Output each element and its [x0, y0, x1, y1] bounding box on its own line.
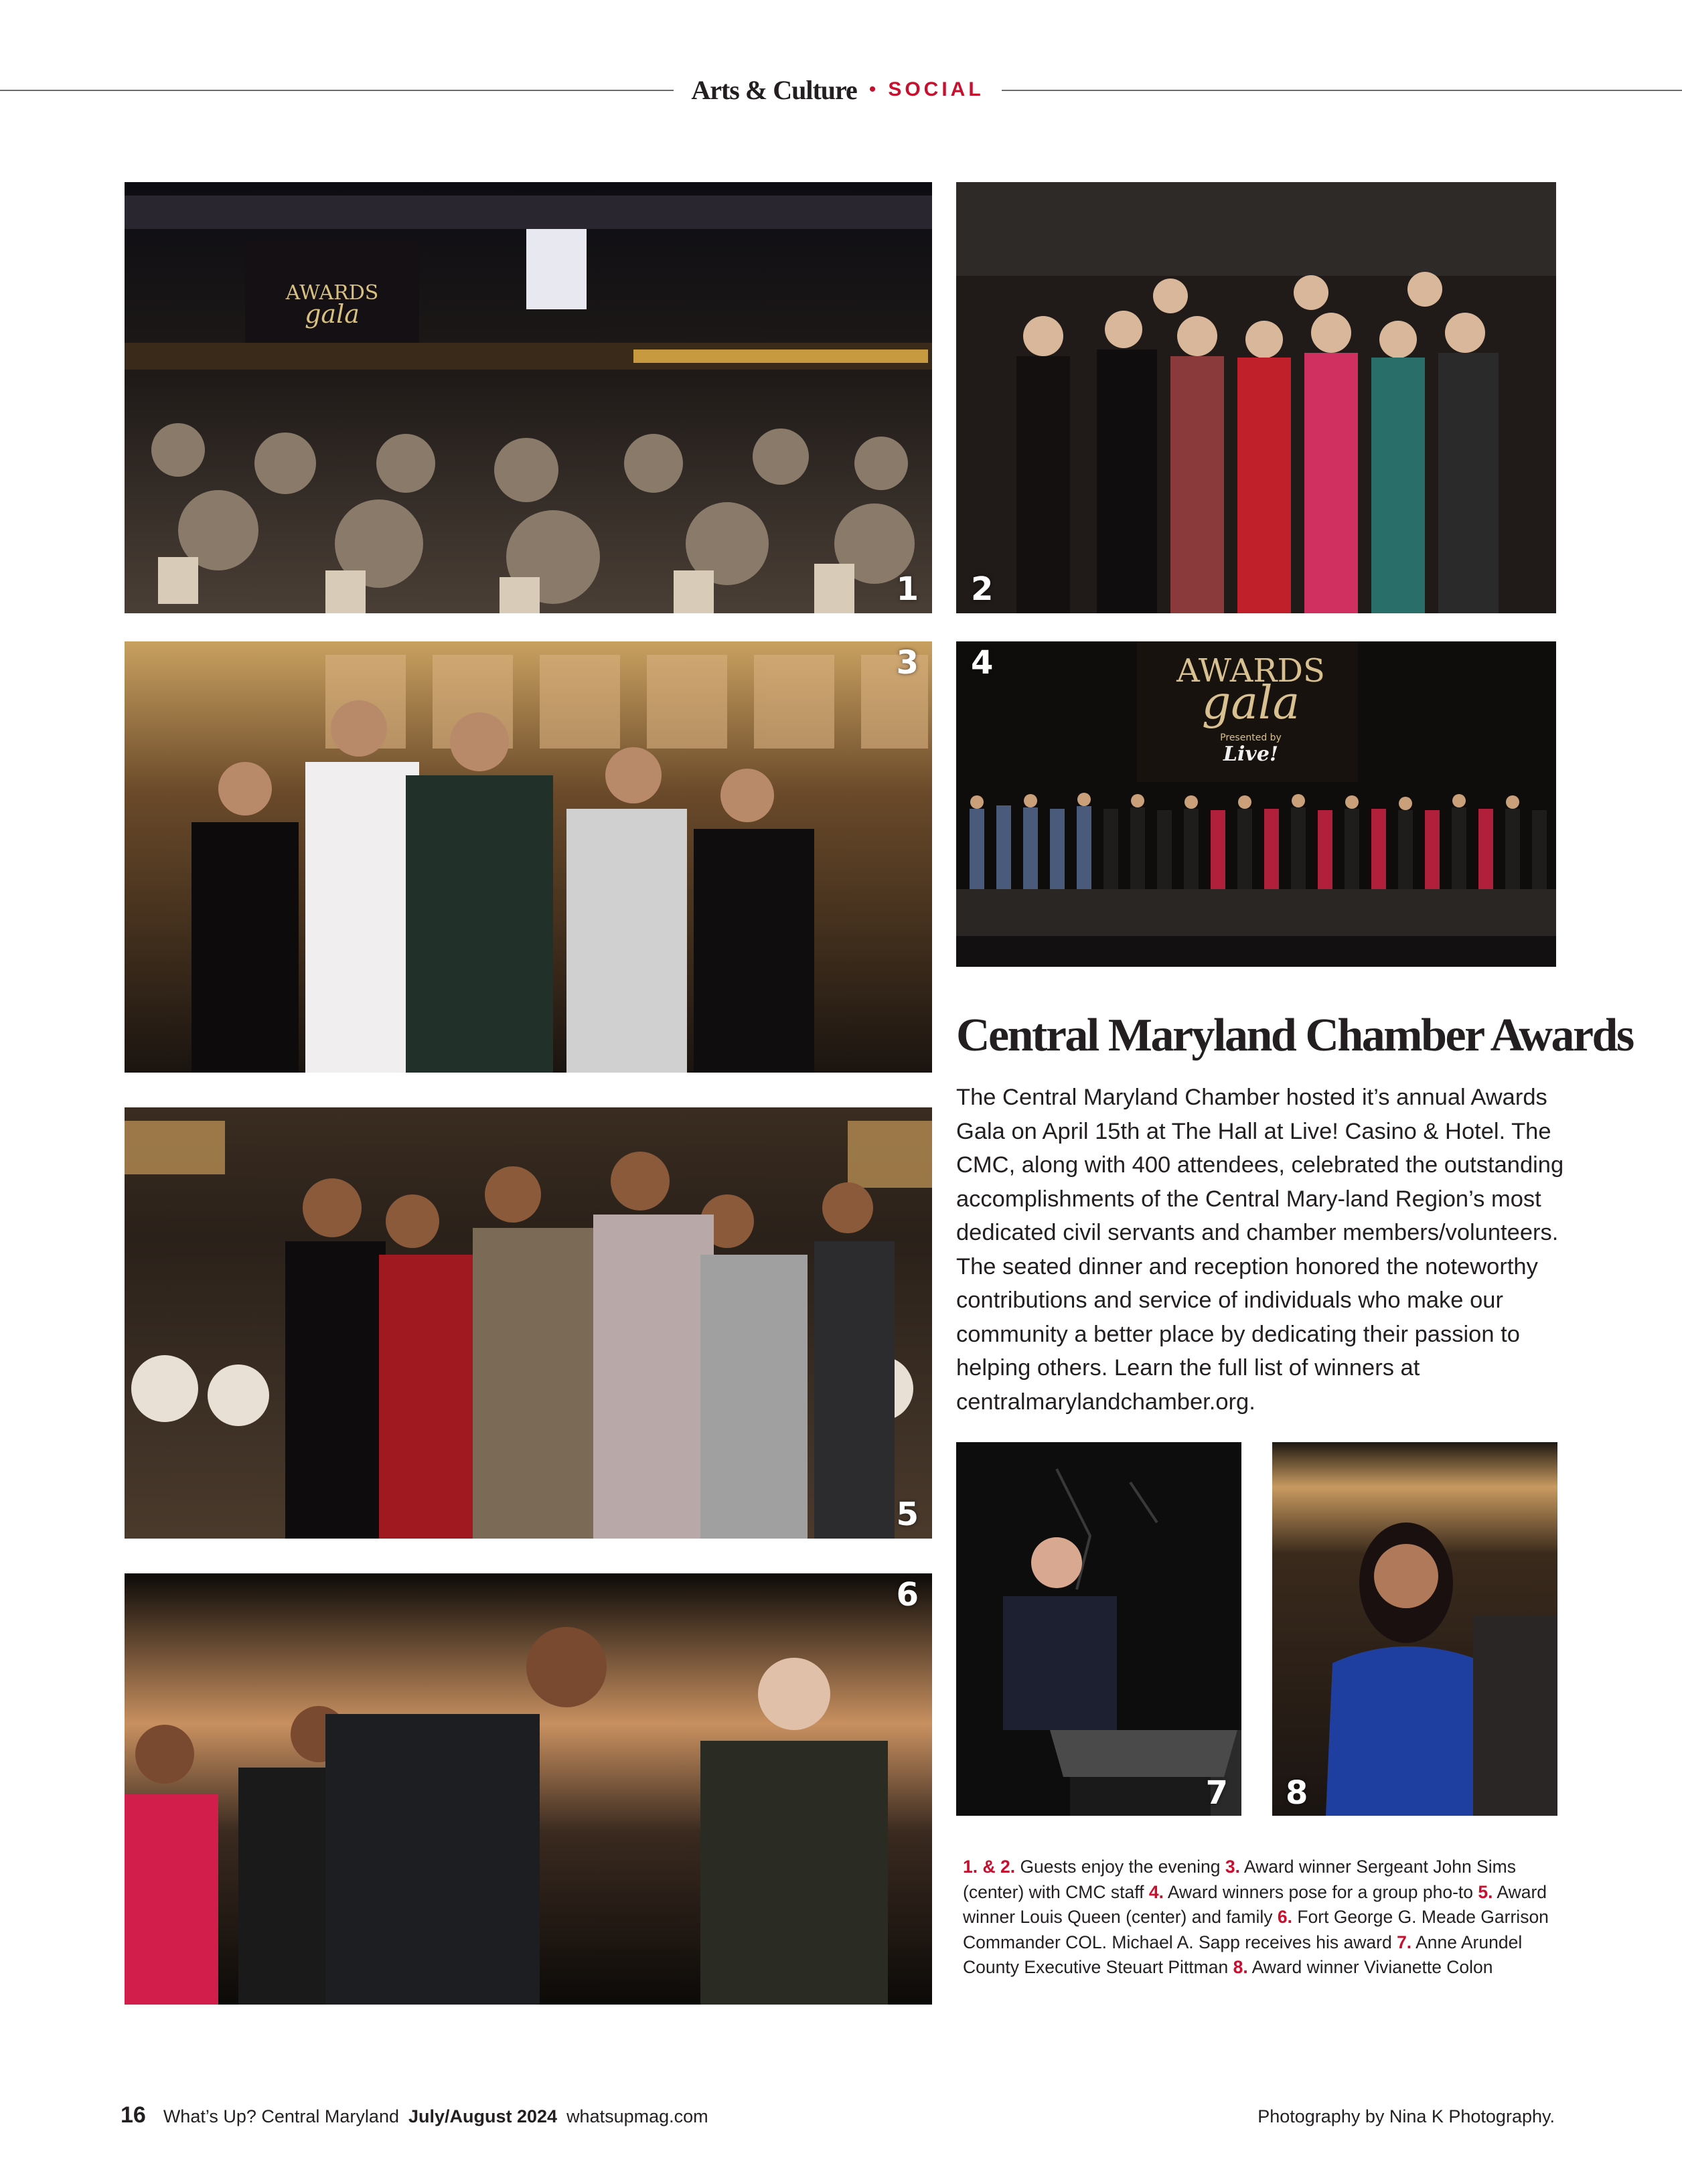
photo-1-ballroom: [125, 182, 932, 613]
caption-number: 5.: [1478, 1881, 1493, 1902]
caption-text: Guests enjoy the evening: [1015, 1857, 1225, 1877]
article-body: The Central Maryland Chamber hosted it’s annual Awards Gala on April 15th at The Hall at Live! Casino & Hotel. The CMC, along with 400 attendees, celebrated the outstanding accomplishments of the Central Mary-land Region’s most dedicated civil servants and chamber members/volunteers. The seated dinner and reception honored the noteworthy contributions and service of individuals who make our community a better place by dedicating their passion to helping others. Learn the full list of winners at centralmarylandchamber.org.: [956, 1085, 1564, 1415]
photo-number: 8: [1286, 1774, 1308, 1812]
podium-speaker-image: [956, 1442, 1241, 1816]
gala-screen-4: [956, 641, 1556, 967]
caption-number: 8.: [1233, 1957, 1248, 1977]
screen-text-gala: gala: [305, 299, 360, 329]
award-staff-image: [125, 641, 932, 1073]
caption-number: 7.: [1397, 1932, 1412, 1952]
photo-number: 5: [896, 1496, 919, 1533]
website-link[interactable]: whatsupmag.com: [566, 2106, 708, 2126]
section-header: [674, 66, 1002, 114]
issue-date: July/August 2024: [408, 2106, 558, 2126]
gala-screen-1: [125, 182, 932, 613]
caption-text: Award winner Louis Queen (center) and family: [963, 1881, 1547, 1927]
section-name: Arts & Culture: [691, 74, 857, 105]
screen-text-gala: gala: [1201, 677, 1300, 730]
screen-text-presented-by: Presented by: [1220, 732, 1282, 743]
header-separator: •: [868, 78, 876, 100]
photo-number: 1: [896, 570, 919, 608]
photo-number: 3: [896, 644, 919, 682]
caption-text: Award winner Vivianette Colon: [1247, 1957, 1493, 1977]
award-winner-image: [1272, 1442, 1557, 1816]
article-headline: Central Maryland Chamber Awards: [956, 1010, 1633, 1061]
screen-text-awards: AWARDS: [285, 281, 379, 305]
photo-credit: Photography by Nina K Photography.: [1257, 2106, 1555, 2126]
caption-number: 3.: [1225, 1857, 1240, 1877]
caption-text: Award winners pose for a group pho-to: [1163, 1881, 1478, 1902]
photo-number: 2: [971, 570, 994, 608]
caption-text: Award winner Sergeant John Sims (center) with CMC staff: [963, 1857, 1516, 1902]
screen-text-awards: AWARDS: [1176, 652, 1325, 690]
photo-6-commander-award: [125, 1573, 932, 2005]
magazine-name: What’s Up? Central Maryland: [163, 2106, 399, 2126]
photo-number: 6: [896, 1576, 919, 1614]
photo-4-group-stage: [956, 641, 1556, 967]
photo-8-award-winner: [1272, 1442, 1557, 1816]
photo-number: 7: [1205, 1774, 1228, 1812]
photo-captions: [963, 1855, 1565, 1980]
header-rule-right: [1002, 90, 1682, 91]
photo-number: 4: [971, 644, 994, 682]
caption-number: 4.: [1148, 1881, 1164, 1902]
page-footer: [121, 2102, 1555, 2129]
page-number: 16: [121, 2102, 146, 2128]
caption-number: 1. & 2.: [963, 1857, 1016, 1877]
photo-7-county-executive: [956, 1442, 1241, 1816]
photo-5-family: [125, 1107, 932, 1539]
photo-3-award-winner-staff: [125, 641, 932, 1073]
family-image: [125, 1107, 932, 1539]
screen-text-live: Live!: [1223, 743, 1279, 766]
photo-2-guests: [956, 182, 1556, 613]
subsection-name: SOCIAL: [888, 78, 984, 100]
caption-number: 6.: [1277, 1907, 1292, 1927]
guests-image: [956, 182, 1556, 613]
caption-text: Anne Arundel County Executive Steuart Pittman: [963, 1932, 1523, 1977]
caption-text: Fort George G. Meade Garrison Commander COL. Michael A. Sapp receives his award: [963, 1907, 1549, 1952]
commander-award-image: [125, 1573, 932, 2005]
header-rule-left: [0, 90, 674, 91]
